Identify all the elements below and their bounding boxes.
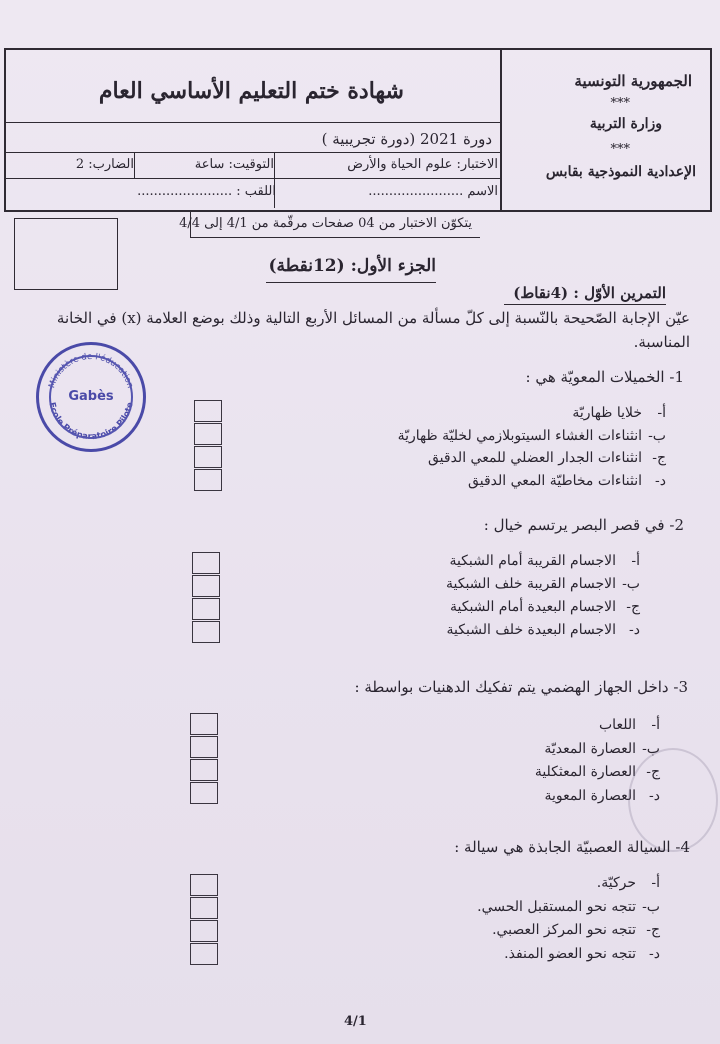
answer-checkbox[interactable] [194,446,222,468]
option: أ-خلايا ظهاريّة [572,405,666,421]
exam-subject: الاختبار: علوم الحياة والأرض [347,157,498,172]
exercise-instruction: عيّن الإجابة الصّحيحة بالنّسبة إلى كلّ مسألة من المسائل الأربع التالية وذلك بوضع العلامة (x) في الخانة المناسبة. [56,309,690,351]
answer-checkbox[interactable] [190,736,218,758]
exam-title: شهادة ختم التعليم الأساسي العام [98,78,404,104]
part-title-underline [266,282,436,283]
question-number: 4- [675,838,690,856]
answer-checkbox[interactable] [190,874,218,896]
answer-checkbox[interactable] [190,920,218,942]
option: ب-انثناءات الغشاء السيتوبلازمي لخليّة ظهاريّة [397,427,666,444]
answer-checkbox[interactable] [190,759,218,781]
institution-panel [504,50,710,210]
option: ج-العصارة المعثكلية [534,764,660,780]
question-1 [526,368,684,386]
answer-checkbox[interactable] [192,575,220,597]
question-text: الخميلات المعويّة هي : [525,368,665,386]
school-stamp [36,342,146,452]
question-4-options [477,872,660,966]
option: ب-العصارة المعديّة [544,740,660,757]
answer-checkbox[interactable] [192,552,220,574]
answer-checkbox[interactable] [194,400,222,422]
answer-checkbox[interactable] [190,943,218,965]
answer-checkbox[interactable] [192,621,220,643]
school-name: الإعدادية النموذجية بقابس [545,164,696,180]
option: ج-انثناءات الجدار العضلي للمعي الدقيق [427,450,666,466]
page-number: 4/1 [344,1014,367,1029]
student-name-field: الاسم ....................... [368,184,498,199]
stamp-bottom-text: Ecole Préparatoire Pilote [46,401,136,443]
stamp-top-text: Ministère de l'éducation [47,351,135,390]
pages-note: يتكوّن الاختبار من 04 صفحات مرقّمة من 4/1 إلى 4/4 [179,216,472,231]
student-surname-field: اللقب : ....................... [137,184,276,199]
exercise-title-underline [504,304,666,305]
exercise-title: التمرين الأوّل : (4نقاط) [513,284,666,302]
question-1-options [398,402,666,492]
question-number: 1- [669,368,684,386]
question-text: السيالة العصبيّة الجابذة هي سيالة : [454,838,671,856]
option: ب-تتجه نحو المستقبل الحسي. [477,898,660,915]
question-2 [484,516,684,534]
question-text: داخل الجهاز الهضمي يتم تفكيك الدهنيات بواسطة : [354,678,669,696]
stars-separator: *** [610,142,630,157]
answer-checkbox[interactable] [194,469,222,491]
answer-checkbox[interactable] [190,782,218,804]
question-number: 3- [673,678,688,696]
option: د-انثناءات مخاطيّة المعي الدقيق [468,472,666,489]
option: ج-الاجسام البعيدة أمام الشبكية [450,599,640,615]
question-number: 2- [669,516,684,534]
option: د-تتجه نحو العضو المنفذ. [504,945,660,962]
stars-separator: *** [610,96,630,111]
option: أ-اللعاب [599,717,660,733]
answer-checkbox[interactable] [194,423,222,445]
answer-checkbox[interactable] [192,598,220,620]
option: ب-الاجسام القريبة خلف الشبكية [445,576,640,592]
answer-checkbox[interactable] [190,713,218,735]
score-box [14,218,118,290]
option: د-الاجسام البعيدة خلف الشبكية [446,622,640,638]
question-3 [355,678,688,696]
exam-session: دورة 2021 (دورة تجريبية ) [321,130,492,148]
option: أ-حركيّة. [596,875,660,891]
option: د-العصارة المعوية [544,787,660,804]
faint-stamp [628,748,718,852]
option: أ-الاجسام القريبة أمام الشبكية [449,553,640,569]
question-4 [454,838,690,856]
exam-duration: التوقيت: ساعة [194,157,274,172]
ministry-name: وزارة التربية [589,116,662,132]
exam-coefficient: الضارب: 2 [75,157,134,172]
part-title: الجزء الأول: (12نقطة) [268,256,436,276]
question-2-options [446,550,640,642]
stamp-center-text: Gabès [68,389,114,404]
question-text: في قصر البصر يرتسم خيال : [483,516,665,534]
country-name: الجمهورية التونسية [574,72,692,90]
option: ج-تتجه نحو المركز العصبي. [492,922,660,938]
answer-checkbox[interactable] [190,897,218,919]
